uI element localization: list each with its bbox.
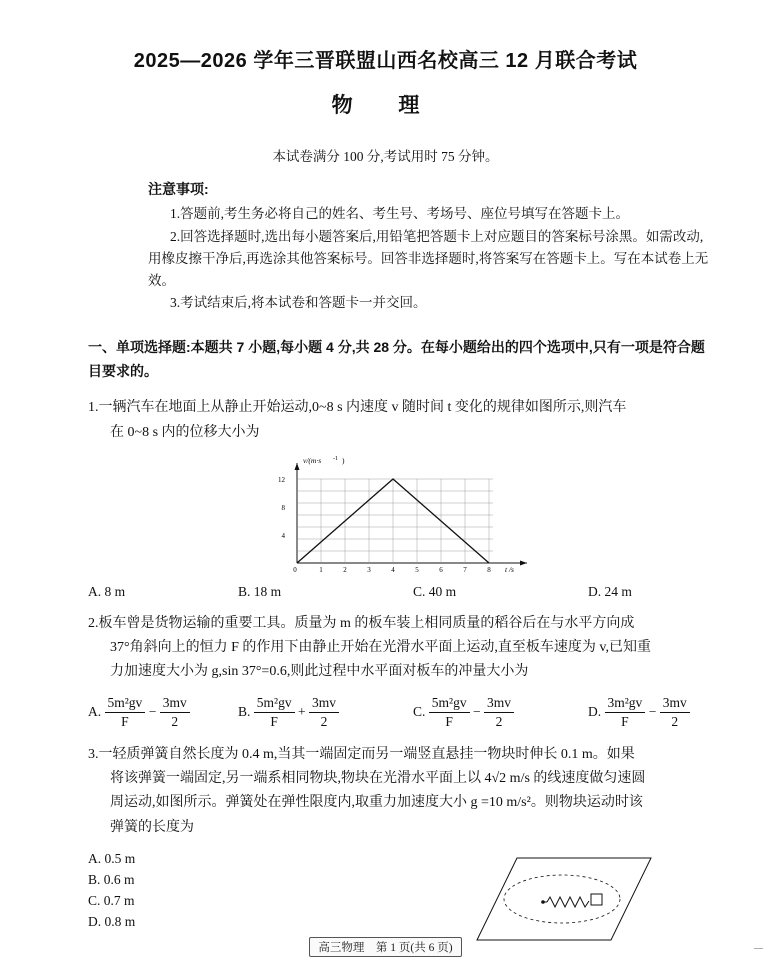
svg-text:7: 7 — [462, 565, 467, 574]
question-3-options — [88, 846, 388, 935]
opt-num: 3mv — [660, 694, 690, 713]
opt-num: 3mv — [309, 694, 339, 713]
question-3-option-d[interactable]: D. 0.8 m — [88, 913, 136, 929]
opt-label: C. — [413, 703, 426, 719]
subject-title: 物 理 — [331, 94, 440, 117]
velocity-time-graph — [259, 451, 539, 576]
section-1-header — [88, 336, 709, 384]
fullmark-line: 本试卷满分 100 分,考试用时 75 分钟。 — [272, 149, 499, 164]
opt-op: − — [648, 703, 657, 719]
opt-den: 2 — [171, 714, 179, 730]
opt-num: 5m²gv — [105, 694, 146, 713]
question-2-line3: 力加速度大小为 g,sin 37°=0.6,则此过程中水平面对板车的冲量大小为 — [110, 663, 529, 679]
svg-text:3: 3 — [366, 565, 371, 574]
opt-den: 2 — [671, 714, 679, 730]
question-3-option-a[interactable]: A. 0.5 m — [88, 850, 136, 866]
question-2-number: 2. — [88, 615, 99, 631]
footer-box — [309, 937, 461, 957]
notice-heading: 注意事项: — [148, 181, 209, 197]
exam-page — [0, 44, 771, 967]
opt-num: 3mv — [484, 694, 514, 713]
opt-num: 5m²gv — [429, 694, 470, 713]
opt-den: F — [270, 714, 278, 730]
question-3-option-c[interactable]: C. 0.7 m — [88, 892, 135, 908]
svg-text:v/(m·s: v/(m·s — [302, 455, 321, 465]
notice-item: 1.答题前,考生务必将自己的姓名、考生号、考场号、座位号填写在答题卡上。 — [170, 206, 629, 221]
notice-list — [148, 203, 709, 314]
opt-label: A. — [88, 703, 102, 719]
svg-text:t /s: t /s — [504, 564, 514, 574]
opt-label: B. — [238, 703, 251, 719]
opt-num: 3mv — [160, 694, 190, 713]
question-1-option-d[interactable]: D. 24 m — [588, 583, 632, 599]
opt-num: 5m²gv — [254, 694, 295, 713]
svg-text:-1: -1 — [332, 455, 338, 462]
question-1-option-c[interactable]: C. 40 m — [413, 583, 457, 599]
question-3-option-b[interactable]: B. 0.6 m — [88, 871, 135, 887]
question-2-line2: 37°角斜向上的恒力 F 的作用下由静止开始在光滑水平面上运动,直至板车速度为 v,已知重 — [110, 639, 651, 655]
footer-page: 第 1 页(共 6 页) — [375, 942, 453, 954]
question-2-options — [88, 694, 709, 731]
footer — [0, 937, 771, 957]
question-1-figure — [88, 451, 709, 576]
svg-text:8: 8 — [281, 503, 285, 512]
question-1-option-b[interactable]: B. 18 m — [238, 583, 282, 599]
question-3-number: 3. — [88, 747, 99, 763]
opt-op: − — [148, 703, 157, 719]
svg-text:6: 6 — [438, 565, 443, 574]
question-1-line2: 在 0~8 s 内的位移大小为 — [110, 424, 260, 440]
opt-den: 2 — [495, 714, 503, 730]
svg-text:4: 4 — [281, 531, 285, 540]
svg-text:): ) — [341, 455, 344, 465]
question-3 — [88, 743, 709, 839]
question-1-line1: 一辆汽车在地面上从静止开始运动,0~8 s 内速度 v 随时间 t 变化的规律如图所示,则汽车 — [98, 400, 627, 416]
notice-item: 2.回答选择题时,选出每小题答案后,用铅笔把答题卡上对应题目的答案标号涂黑。如需改动,用橡皮擦干净后,再选涂其他答案标号。回答非选择题时,将答案写在答题卡上。写在本试卷上无效。 — [148, 228, 709, 288]
svg-text:0: 0 — [292, 565, 297, 574]
page-title: 2025—2026 学年三晋联盟山西名校高三 12 月联合考试 — [133, 50, 638, 72]
section-1-desc: 本题共 7 小题,每小题 4 分,共 28 分。在每小题给出的四个选项中,只有一项是符合题目要求的。 — [88, 339, 705, 380]
question-2-option-d[interactable] — [588, 694, 690, 731]
question-3-line3: 周运动,如图所示。弹簧处在弹性限度内,取重力加速度大小 g =10 m/s²。则物块运动时该 — [110, 795, 643, 811]
question-1-options — [88, 584, 709, 600]
spring-circular-motion-diagram — [439, 844, 659, 949]
opt-op: − — [472, 703, 481, 719]
opt-den: 2 — [320, 714, 328, 730]
svg-text:1: 1 — [318, 565, 323, 574]
notice-item: 3.考试结束后,将本试卷和答题卡一并交回。 — [170, 295, 427, 311]
question-2-option-c[interactable] — [413, 694, 588, 731]
question-3-figure — [388, 840, 709, 949]
question-2-line1: 板车曾是货物运输的重要工具。质量为 m 的板车装上相同质量的稻谷后在与水平方向成 — [98, 615, 635, 631]
page-corner-mark: — — [754, 943, 763, 953]
question-3-line2: 将该弹簧一端固定,另一端系相同物块,物块在光滑水平面上以 4√2 m/s 的线速度做匀速圆 — [110, 771, 646, 787]
question-2 — [88, 612, 709, 684]
question-2-option-b[interactable] — [238, 694, 413, 731]
footer-label: 高三物理 — [318, 942, 365, 954]
svg-text:12: 12 — [277, 475, 285, 484]
opt-op: + — [297, 703, 306, 719]
section-1-label: 一、单项选择题: — [88, 339, 191, 356]
question-3-line4: 弹簧的长度为 — [110, 819, 194, 835]
opt-den: F — [121, 714, 129, 730]
question-1-option-a[interactable]: A. 8 m — [88, 583, 126, 599]
question-2-option-a[interactable] — [88, 694, 238, 731]
question-1-number: 1. — [88, 400, 99, 416]
svg-text:5: 5 — [414, 565, 419, 574]
svg-text:2: 2 — [342, 565, 347, 574]
opt-den: F — [621, 714, 629, 730]
question-3-line1: 一轻质弹簧自然长度为 0.4 m,当其一端固定而另一端竖直悬挂一物块时伸长 0.1 m。如果 — [98, 747, 635, 763]
opt-num: 3m²gv — [605, 694, 646, 713]
opt-label: D. — [588, 703, 602, 719]
svg-text:4: 4 — [390, 565, 395, 574]
svg-text:8: 8 — [486, 565, 491, 574]
opt-den: F — [445, 714, 453, 730]
question-1 — [88, 396, 709, 444]
